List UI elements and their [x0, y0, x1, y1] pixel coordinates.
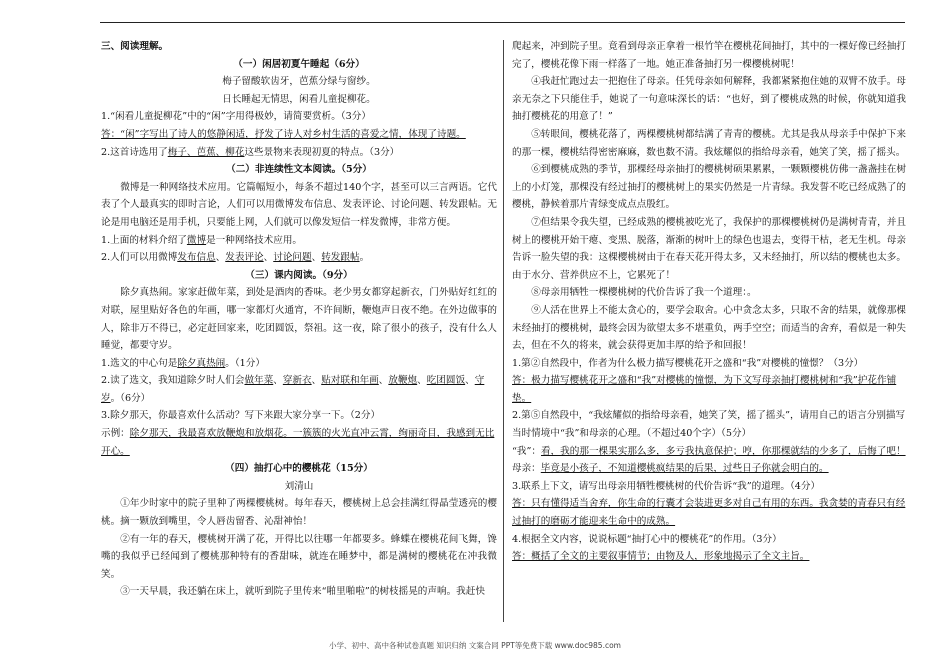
- cherry-author: 刘清山: [284, 480, 314, 492]
- poem-line-1: 梅子留酸软齿牙，芭蕉分绿与窗纱。: [222, 76, 376, 88]
- class-example: 示例：除夕那天，我最喜欢放鞭炮和放烟花。一簇簇的火光直冲云霄，绚丽奇目，我感到无比开心。: [101, 428, 495, 457]
- cherry-answer-2-mom: 母亲：毕竟是小孩子，不知道樱桃疯结果的后果，过些日子你就会明白的。: [512, 463, 829, 475]
- cherry-answer-1: 答：极力描写樱桃花开之盛和“我”对樱桃的憧憬，为下文写母亲抽打樱桃树和“我”护花作铺垫。: [512, 375, 897, 404]
- top-rule: [100, 22, 905, 23]
- class-question-1: 1.选文的中心句是除夕真热闹。（1分）: [101, 357, 265, 369]
- page-footer: 小学、初中、高中各种试卷真题 知识归纳 文案合同 PPT等免费下载 www.doc985.com: [329, 641, 621, 650]
- cherry-para-1: ①年少时家中的院子里种了两棵樱桃树。每年春天，樱桃树上总会挂满红得晶莹透亮的樱桃。摘一颗放到嘴里，令人唇齿留香、沁甜神怡！: [101, 498, 497, 528]
- cherry-para-6: ⑥到樱桃成熟的季节，那棵经母亲抽打的樱桃树硕果累累，一颗颗樱桃仿佛一盏盏挂在树上的小灯笼，那棵没有经过抽打的樱桃树上的果实仍然是一片青绿。我发誓不吃已经成熟了的樱桃，静候着那片青绿变成点点殷红。: [512, 164, 906, 211]
- class-reading-paragraph: 除夕真热闹。家家赶做年菜，到处是酒肉的香味。老少男女都穿起新衣，门外贴好红红的对联，屋里贴好各色的年画，哪一家都灯火通宵，不许间断，鞭炮声日夜不绝。在外边做事的人，除非万不得已，必定赶回家来，吃团圆饭，祭祖。这一夜，除了很小的孩子，没有什么人睡觉，都要守岁。: [101, 287, 497, 352]
- poem-answer-1: 答：“闲”字写出了诗人的悠静闲适，抒发了诗人对乡村生活的喜爱之情，体现了诗题。: [101, 128, 466, 140]
- right-column: [512, 38, 906, 566]
- cherry-question-2: 2.第⑤自然段中，“我炫耀似的指给母亲看，她笑了笑，摇了摇头”，请用自己的语言分别描写当时情境中“我”和母亲的心理。（不超过40个字）（5分）: [512, 410, 906, 440]
- poem-question-2: 2.这首诗选用了梅子、芭蕉、柳花这些景物来表现初夏的特点。（3分）: [101, 146, 400, 158]
- cherry-para-5: ⑤转眼间，樱桃花落了，两棵樱桃树都结满了青青的樱桃。尤其是我从母亲手中保护下来的那一棵，樱桃结得密密麻麻，数也数不清。我炫耀似的指给母亲看，她笑了笑，摇了摇头。: [512, 128, 906, 158]
- class-reading-title: （三）课内阅读。（9分）: [245, 269, 353, 281]
- cherry-answer-4: 答：概括了全文的主要叙事情节；由物及人，形象地揭示了全文主旨。: [512, 551, 810, 563]
- cherry-para-8: ⑧母亲用牺牲一棵樱桃树的代价告诉了我一个道理：。: [531, 287, 757, 299]
- cherry-question-1: 1.第②自然段中，作者为什么极力描写樱桃花开之盛和“我”对樱桃的憧憬？（3分）: [512, 357, 864, 369]
- poem-answer-2: 梅子、芭蕉、柳花: [167, 146, 245, 158]
- cherry-para-3: ③一天早晨，我还躺在床上，就听到院子里传来“啪里啪啦”的树枝摇晃的声响。我赶快: [120, 586, 485, 598]
- weibo-question-2: 2.人们可以用微博发布信息、发表评论、讨论问题、转发跟帖。: [101, 252, 370, 264]
- cherry-title: （四）抽打心中的樱桃花（15分）: [225, 463, 373, 475]
- poem-line-2: 日长睡起无情思，闲看儿童捉柳花。: [222, 93, 376, 105]
- class-question-2: 2.读了选文，我知道除夕时人们会做年菜、穿新衣、贴对联和年画、放鞭炮、吃团圆饭、守岁。（6分）: [101, 375, 485, 404]
- cherry-para-9: ⑨人活在世界上不能太贪心的，要学会取舍。心中贪念太多，只取不舍的结果，就像那棵未经抽打的樱桃树，最终会因为欲望太多不堪重负，两手空空；而适当的舍弃，看似是一种失去，但在不久的将来，就会获得更加丰厚的给予和回报！: [512, 304, 906, 352]
- cherry-question-3: 3.联系上下文，请写出母亲用牺牲樱桃树的代价告诉“我”的道理。（4分）: [512, 480, 821, 492]
- column-divider: [503, 40, 504, 622]
- cherry-question-4: 4.根据全文内容，说说标题“抽打心中的樱桃花”的作用。（3分）: [512, 533, 782, 545]
- class-question-3: 3.除夕那天，你最喜欢什么活动？写下来跟大家分享一下。（2分）: [101, 410, 381, 422]
- poem-question-1: 1.“闲看儿童捉柳花”中的“闲”字用得极妙，请简要赏析。（3分）: [101, 111, 371, 123]
- poem-title: （一）闲居初夏午睡起（6分）: [233, 58, 365, 70]
- weibo-question-1: 1.上面的材料介绍了微博是一种网络技术应用。: [101, 234, 303, 246]
- cherry-answer-3: 答：只有懂得适当舍弃，你生命的行囊才会装进更多对自己有用的东西。我贪婪的青春只有经过抽打的磨砺才能迎来生命中的成熟。: [512, 498, 906, 528]
- section-title: 三、阅读理解。: [101, 41, 169, 52]
- cherry-para-7: ⑦但结果令我失望，已经成熟的樱桃被吃光了，我保护的那棵樱桃树仍是满树青青，并且树上的樱桃开始干瘪、变黑、脱落，渐渐的树叶上的绿色也退去，变得干枯，老无生机。母亲告诉一脸失望的我：这棵樱桃树由于在春天花开得太多，又未经抽打，所以结的樱桃也太多。由于水分、营养供应不上，它累死了！: [512, 216, 906, 281]
- weibo-title: （二）非连续性文本阅读。（5分）: [226, 164, 372, 176]
- cherry-para-2: ②有一年的春天，樱桃树开满了花，开得比以往哪一年都要多。蜂蝶在樱桃花间飞舞，馋嘴的我似乎已经闻到了樱桃那种特有的香甜味，就连在睡梦中，都是满树的樱桃花在冲我微笑。: [101, 533, 497, 580]
- cherry-para-3-cont: 爬起来，冲到院子里。竟看到母亲正拿着一根竹竿在樱桃花间抽打，其中的一棵好像已经抽打完了，樱桃花像下雨一样落了一地。她正准备抽打另一棵樱桃树呢！: [512, 41, 906, 70]
- weibo-paragraph: 微博是一种网络技术应用。它篇幅短小，每条不超过140个字，甚至可以三言两语。它代表了个人最真实的即时言论，人们可以用微博发布信息、发表评论、讨论问题、转发跟帖。无论是用电脑还是用手机，只要能上网，人们就可以像发短信一样发微博，非常方便。: [101, 181, 497, 228]
- cherry-para-4: ④我赶忙跑过去一把抱住了母亲。任凭母亲如何解释，我都紧紧抱住她的双臂不放手。母亲无奈之下只能住手，她说了一句意味深长的话：“也好，到了樱桃成熟的时候，你就知道我抽打樱桃花的用意了！”: [512, 76, 906, 123]
- cherry-answer-2-me: “我”：看，我的那一棵果实那么多，多亏我执意保护；哼，你那棵就结的少多了，后悔了吧！: [512, 445, 906, 457]
- left-column: [101, 38, 497, 601]
